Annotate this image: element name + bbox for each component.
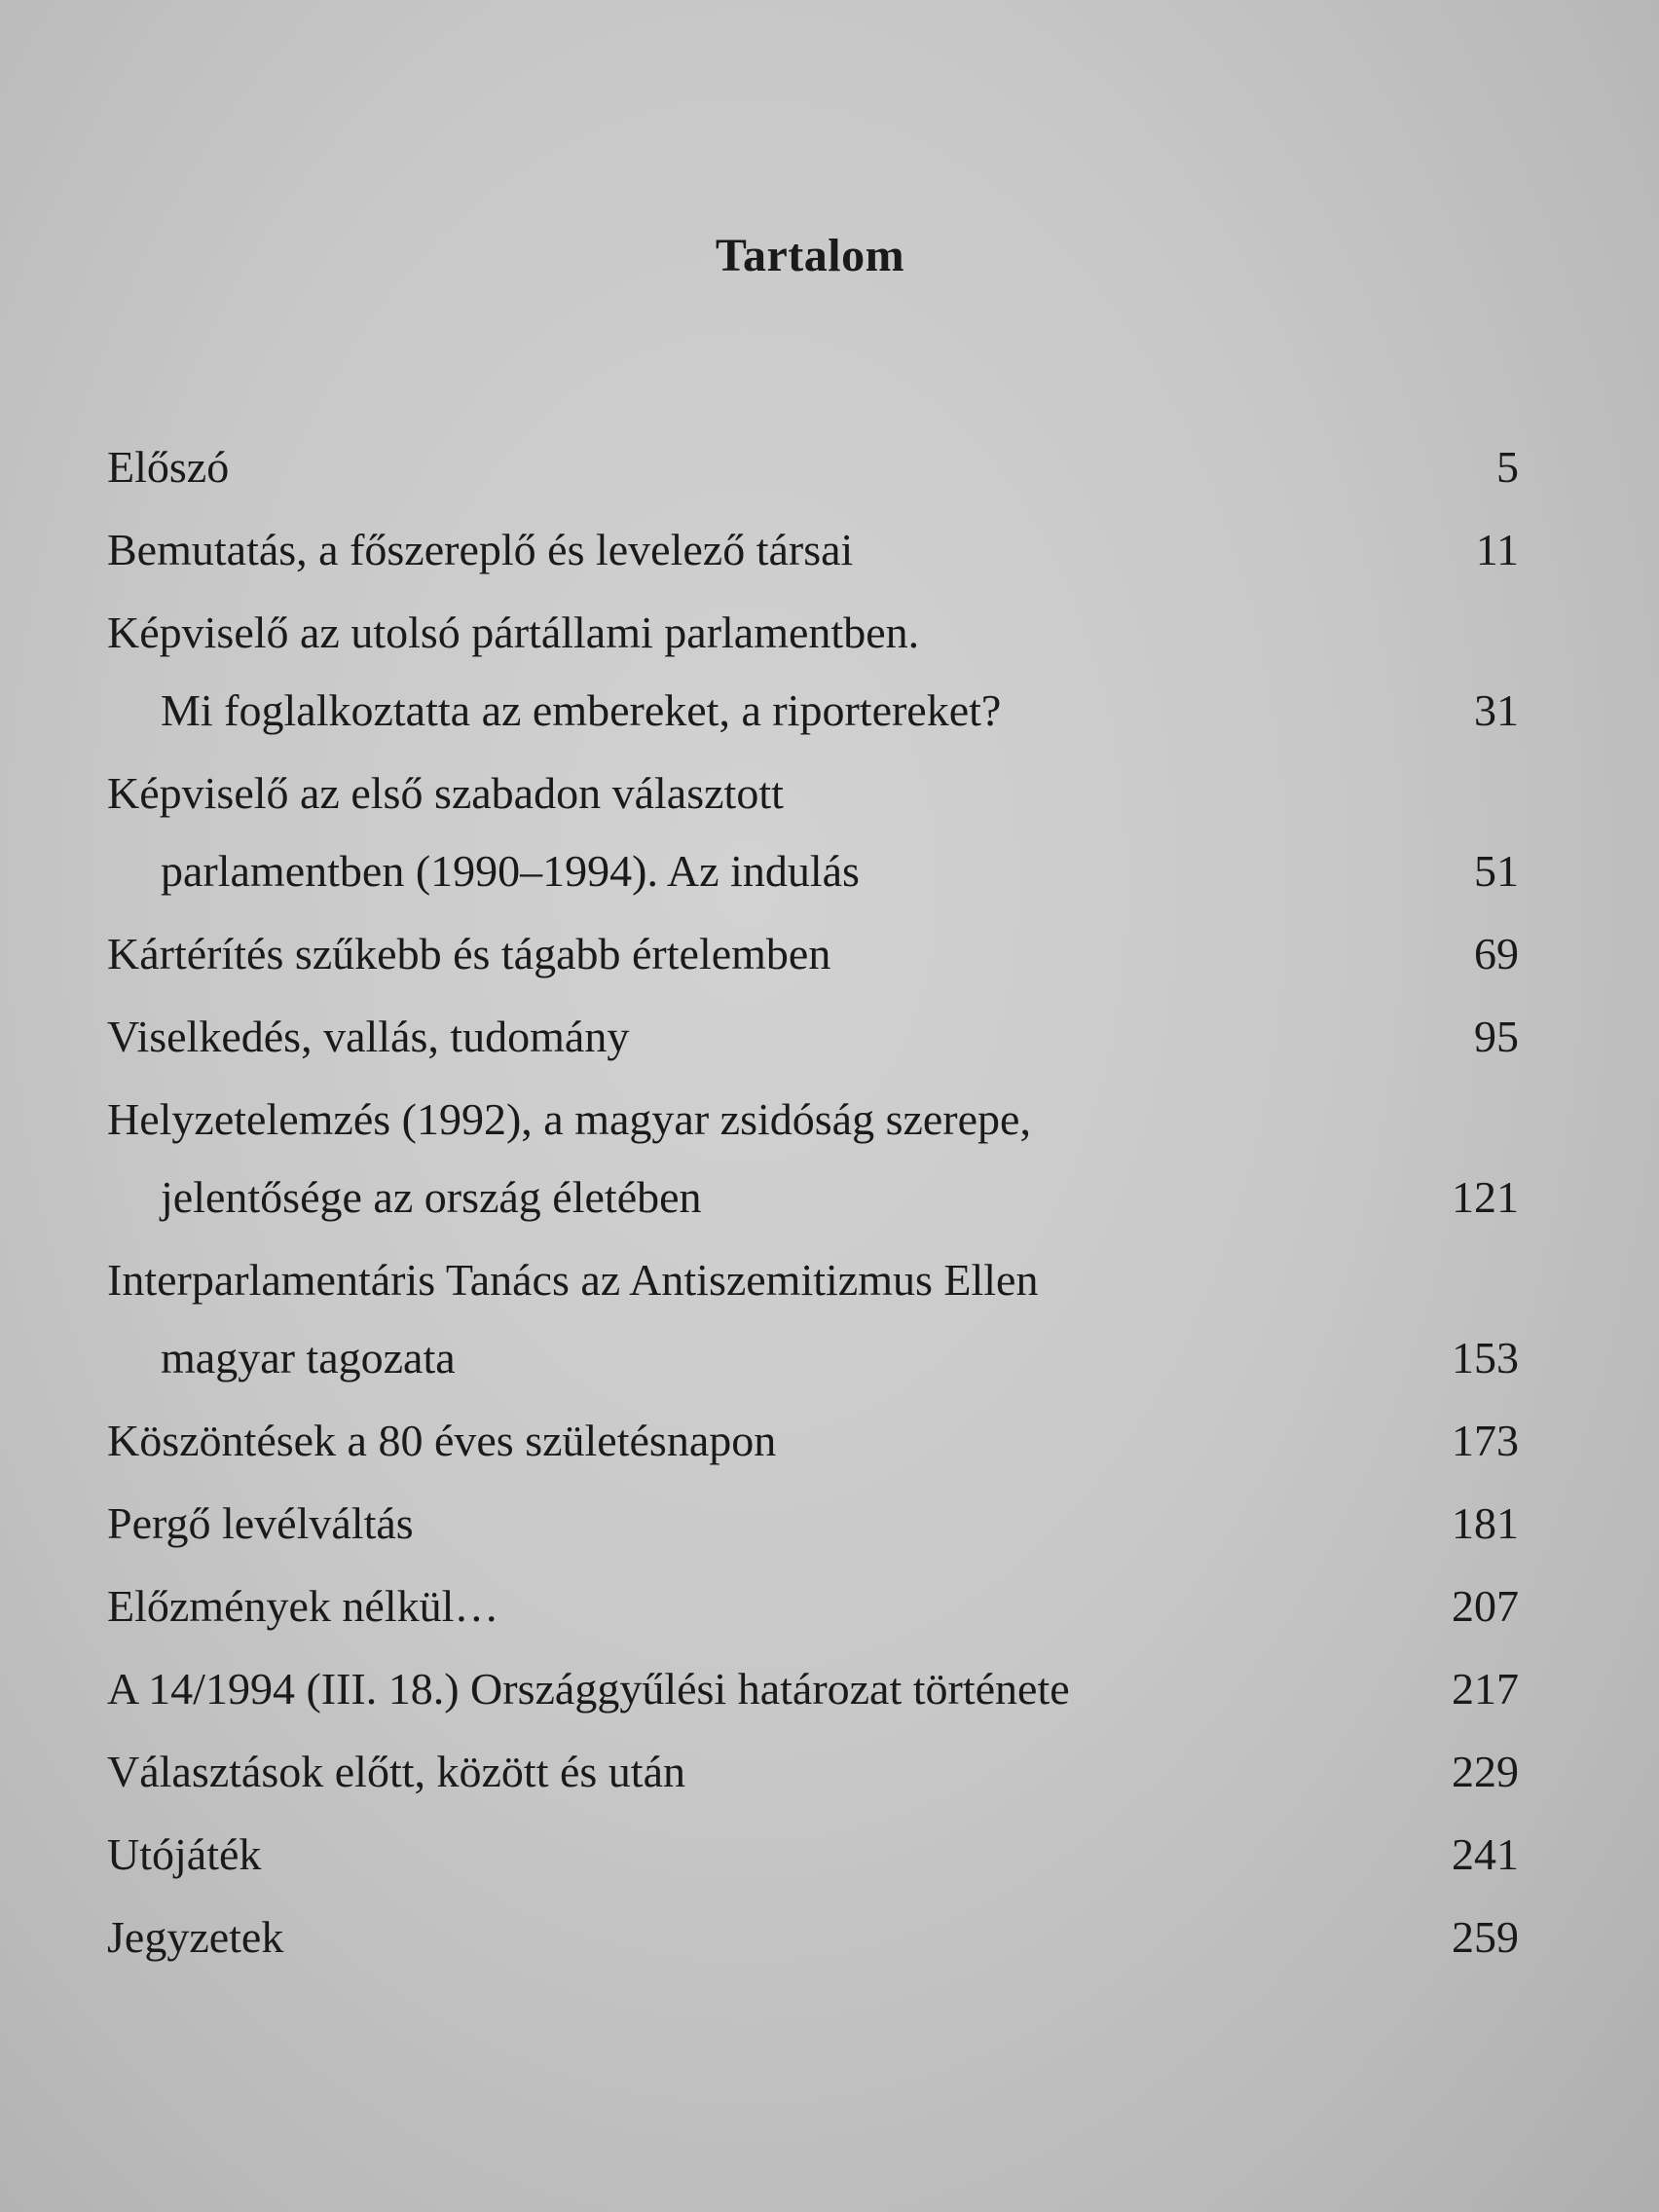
- toc-entry-title: Interparlamentáris Tanács az Antiszemitizmus Ellen: [107, 1255, 1039, 1305]
- toc-entry-title-continuation: magyar tagozata: [161, 1333, 456, 1382]
- toc-entry: [107, 1241, 1519, 1397]
- toc-page-number: 259: [1452, 1912, 1519, 1962]
- toc-entry: [107, 594, 1519, 750]
- toc-entry: [107, 998, 1519, 1076]
- toc-entry-title: Utójáték: [107, 1829, 262, 1879]
- toc-entry: [107, 915, 1519, 993]
- toc-entry-title: Választások előtt, között és után: [107, 1747, 686, 1796]
- toc-entry-title-continuation: parlamentben (1990–1994). Az indulás: [161, 846, 860, 896]
- toc-page-number: 121: [1452, 1172, 1519, 1222]
- toc-entry-title: Helyzetelemzés (1992), a magyar zsidóság szerepe,: [107, 1094, 1031, 1144]
- toc-entry: [107, 1650, 1519, 1728]
- toc-page-number: 31: [1474, 685, 1519, 735]
- toc-entry-title: Képviselő az utolsó pártállami parlamentben.: [107, 608, 920, 657]
- toc-entry: [107, 1081, 1519, 1236]
- toc-page-number: 241: [1452, 1829, 1519, 1879]
- toc-page-number: 95: [1474, 1012, 1519, 1061]
- toc-page-number: 69: [1474, 929, 1519, 978]
- toc-page-number: 11: [1475, 525, 1519, 574]
- toc-page-number: 217: [1452, 1664, 1519, 1714]
- toc-entry-title: Kártérítés szűkebb és tágabb értelemben: [107, 929, 831, 978]
- toc-entry: [107, 1485, 1519, 1563]
- toc-entry: [107, 1733, 1519, 1811]
- toc-entry: [107, 1899, 1519, 1976]
- toc-entry-title: Előzmények nélkül…: [107, 1581, 499, 1631]
- toc-entry-title: A 14/1994 (III. 18.) Országgyűlési határozat története: [107, 1664, 1070, 1714]
- toc-entry: [107, 1402, 1519, 1480]
- toc-page-number: 207: [1452, 1581, 1519, 1631]
- toc-entry-title: Előszó: [107, 442, 230, 492]
- toc-entry-title: Köszöntések a 80 éves születésnapon: [107, 1416, 777, 1465]
- toc-entry-title-continuation: Mi foglalkoztatta az embereket, a riportereket?: [161, 685, 1002, 735]
- toc-entry: [107, 755, 1519, 910]
- toc-entry: [107, 1567, 1519, 1645]
- toc-page-number: 5: [1496, 442, 1519, 492]
- toc-entry-title: Pergő levélváltás: [107, 1498, 414, 1548]
- toc-page-number: 229: [1452, 1747, 1519, 1796]
- toc-entry-title: Viselkedés, vallás, tudomány: [107, 1012, 630, 1061]
- toc-page-number: 181: [1452, 1498, 1519, 1548]
- toc-entry-title: Jegyzetek: [107, 1912, 284, 1962]
- toc-entry-title-continuation: jelentősége az ország életében: [161, 1172, 702, 1222]
- toc-page-number: 173: [1452, 1416, 1519, 1465]
- toc-page-number: 153: [1452, 1333, 1519, 1382]
- toc-entry: [107, 1816, 1519, 1894]
- toc-entry: [107, 511, 1519, 589]
- page-title: Tartalom: [715, 230, 905, 281]
- toc-entry-title: Képviselő az első szabadon választott: [107, 768, 784, 818]
- table-of-contents: [107, 428, 1519, 1981]
- toc-page-number: 51: [1474, 846, 1519, 896]
- toc-entry-title: Bemutatás, a főszereplő és levelező társai: [107, 525, 854, 574]
- toc-entry: [107, 428, 1519, 506]
